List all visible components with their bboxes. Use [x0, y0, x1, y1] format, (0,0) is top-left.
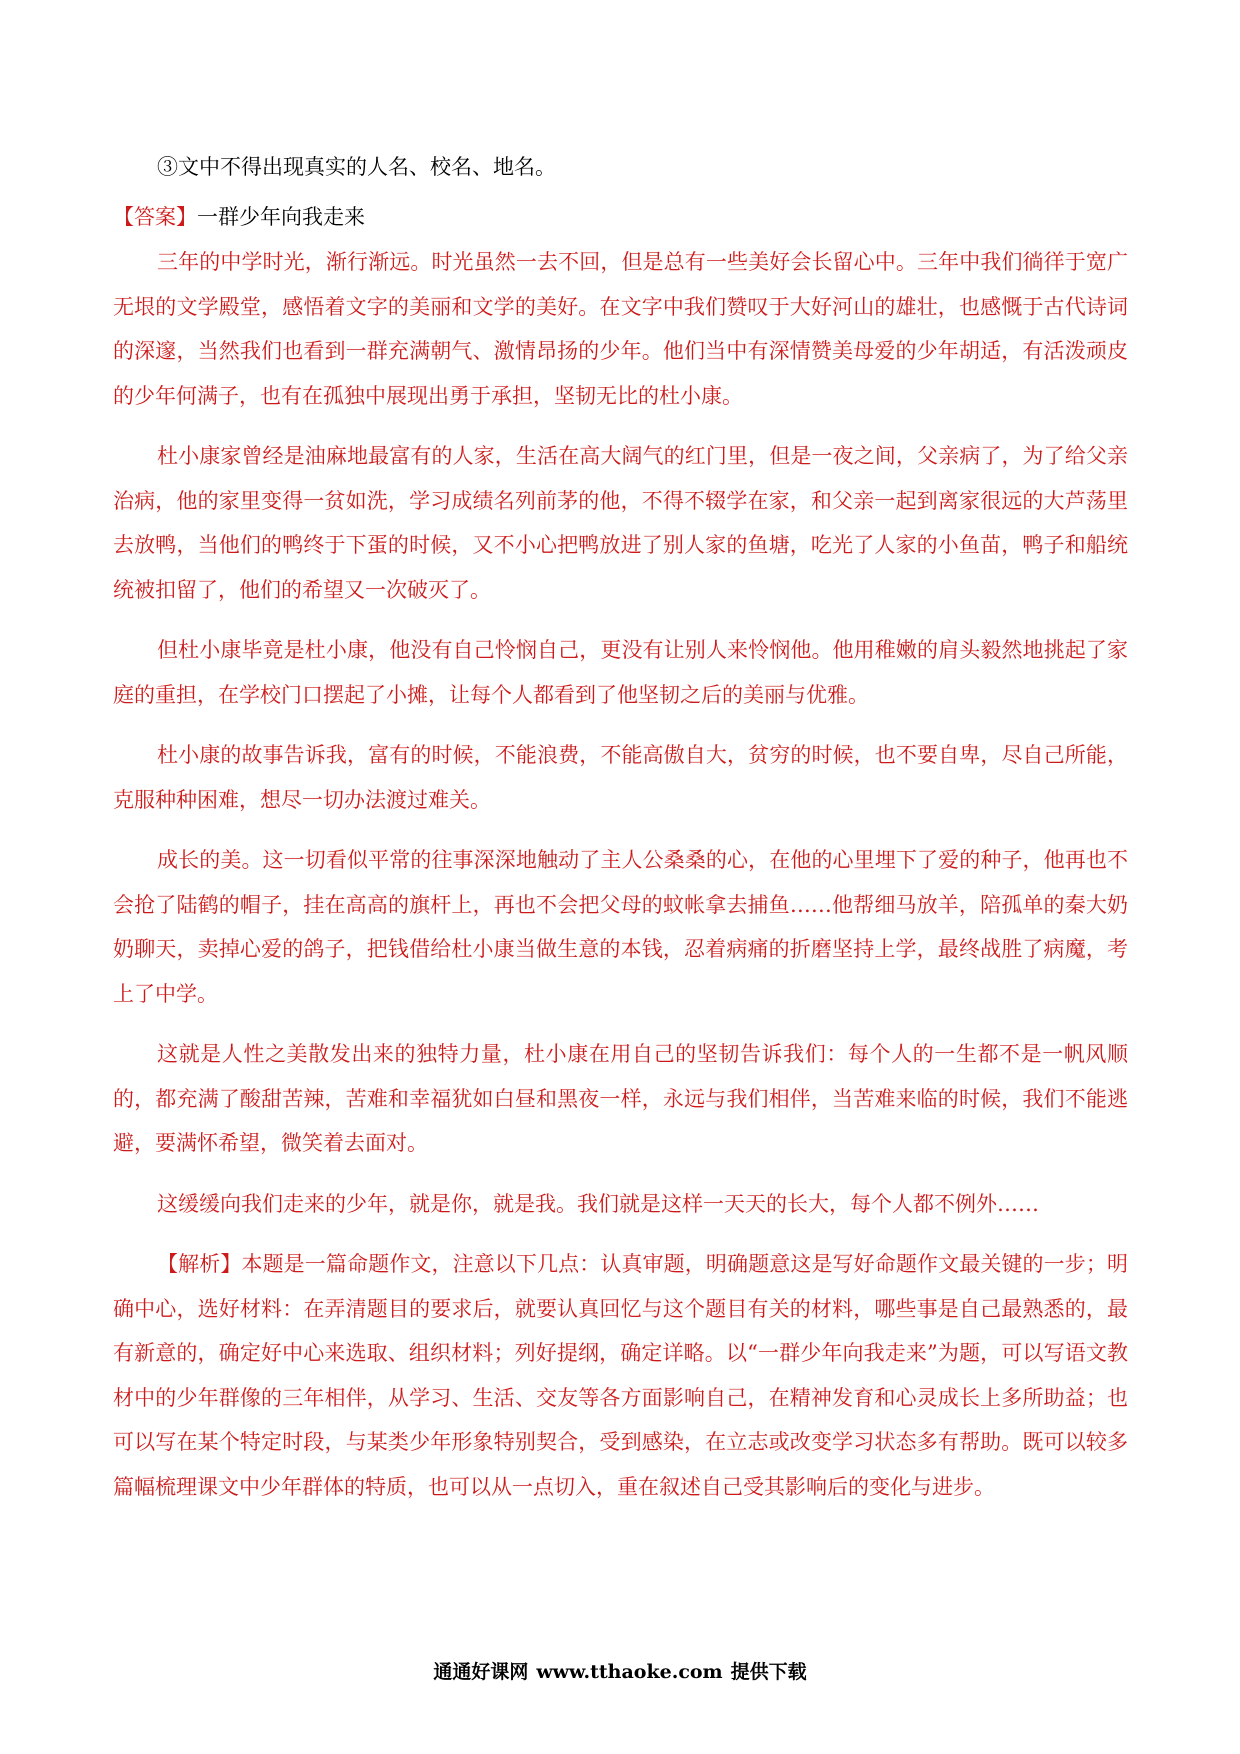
essay-paragraph: 这缓缓向我们走来的少年，就是你，就是我。我们就是这样一天天的长大，每个人都不例外…… — [157, 1191, 1039, 1216]
essay-title: 一群少年向我走来 — [197, 205, 365, 229]
footer-url[interactable]: www.tthaoke.com — [536, 1661, 723, 1683]
document-content — [113, 150, 1128, 1509]
analysis-text: 本题是一篇命题作文，注意以下几点：认真审题，明确题意这是写好命题作文最关键的一步；明确中心，选好材料：在弄清题目的要求后，就要认真回忆与这个题目有关的材料，哪些事是自己最熟悉的，最有新意的，确定好中心来选取、组织材料；列好提纲，确定详略。以“一群少年向我走来”为题，可以写语文教材中的少年群像的三年相伴，从学习、生活、交友等各方面影响自己，在精神发育和心灵成长上多所助益；也可以写在某个特定时段，与某类少年形象特别契合，受到感染，在立志或改变学习状态多有帮助。既可以较多篇幅梳理课文中少年群体的特质，也可以从一点切入，重在叙述自己受其影响后的变化与进步。 — [113, 1252, 1129, 1499]
analysis-block — [113, 1242, 1128, 1509]
answer-label: 【答案】 — [113, 205, 197, 229]
essay-paragraph: 这就是人性之美散发出来的独特力量，杜小康在用自己的坚韧告诉我们：每个人的一生都不是一帆风顺的，都充满了酸甜苦辣，苦难和幸福犹如白昼和黑夜一样，永远与我们相伴，当苦难来临的时候，我们不能逃避，要满怀希望，微笑着去面对。 — [113, 1042, 1128, 1155]
essay-paragraph: 成长的美。这一切看似平常的往事深深地触动了主人公桑桑的心，在他的心里埋下了爱的种子，他再也不会抢了陆鹤的帽子，挂在高高的旗杆上，再也不会把父母的蚊帐拿去捕鱼……他帮细马放羊，陪孤单的秦大奶奶聊天，卖掉心爱的鸽子，把钱借给杜小康当做生意的本钱，忍着病痛的折磨坚持上学，最终战胜了病魔，考上了中学。 — [113, 848, 1128, 1006]
essay-paragraph: 但杜小康毕竟是杜小康，他没有自己怜悯自己，更没有让别人来怜悯他。他用稚嫩的肩头毅然地挑起了家庭的重担，在学校门口摆起了小摊，让每个人都看到了他坚韧之后的美丽与优雅。 — [113, 638, 1128, 707]
page-footer — [0, 1657, 1240, 1684]
analysis-label: 【解析】 — [157, 1252, 242, 1276]
answer-heading — [113, 200, 1128, 234]
essay-paragraph: 杜小康家曾经是油麻地最富有的人家，生活在高大阔气的红门里，但是一夜之间，父亲病了，为了给父亲治病，他的家里变得一贫如洗，学习成绩名列前茅的他，不得不辍学在家，和父亲一起到离家很远的大芦荡里去放鸭，当他们的鸭终于下蛋的时候，又不小心把鸭放进了别人家的鱼塘，吃光了人家的小鱼苗，鸭子和船统统被扣留了，他们的希望又一次破灭了。 — [113, 444, 1128, 602]
essay-paragraph: 杜小康的故事告诉我，富有的时候，不能浪费，不能高傲自大，贫穷的时候，也不要自卑，尽自己所能，克服种种困难，想尽一切办法渡过难关。 — [113, 743, 1128, 812]
footer-site-name: 通通好课网 — [433, 1661, 529, 1683]
footer-download-text: 提供下载 — [730, 1661, 807, 1683]
essay-paragraph: 三年的中学时光，渐行渐远。时光虽然一去不回，但是总有一些美好会长留心中。三年中我们徜徉于宽广无垠的文学殿堂，感悟着文字的美丽和文学的美好。在文字中我们赞叹于大好河山的雄壮，也感慨于古代诗词的深邃，当然我们也看到一群充满朝气、激情昂扬的少年。他们当中有深情赞美母爱的少年胡适，有活泼顽皮的少年何满子，也有在孤独中展现出勇于承担，坚韧无比的杜小康。 — [113, 250, 1128, 408]
requirement-item-3: ③文中不得出现真实的人名、校名、地名。 — [157, 155, 556, 179]
